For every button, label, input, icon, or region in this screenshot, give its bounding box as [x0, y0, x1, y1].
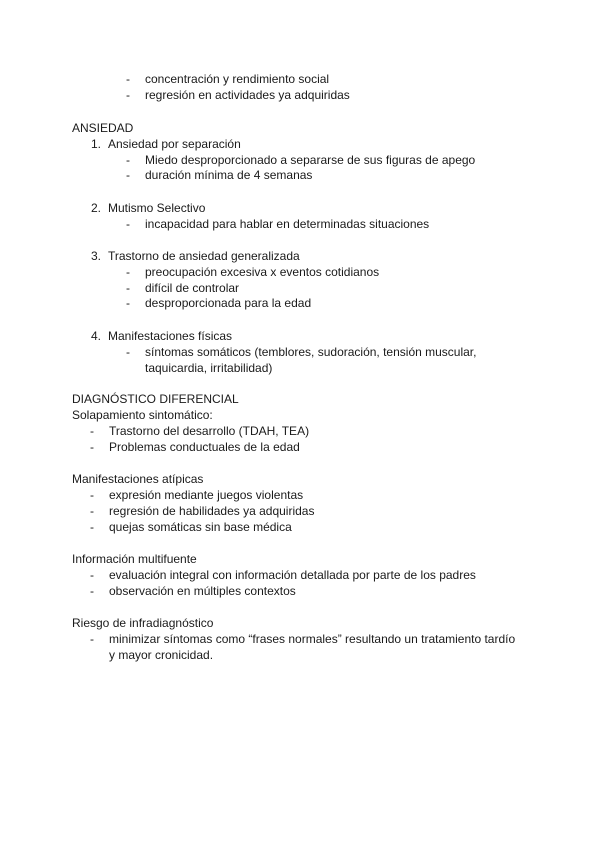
bullet-dash: - — [126, 345, 130, 359]
list-item: expresión mediante juegos violentas — [109, 488, 304, 502]
subsection-title: Información multifuente — [72, 552, 197, 566]
subsection-title: Solapamiento sintomático: — [72, 408, 213, 422]
bullet-dash: - — [126, 296, 130, 310]
list-item: regresión en actividades ya adquiridas — [145, 88, 350, 102]
bullet-dash: - — [126, 217, 130, 231]
bullet-dash: - — [90, 424, 94, 438]
list-item: Problemas conductuales de la edad — [109, 440, 300, 454]
item-number: 3. — [91, 249, 102, 263]
list-item: concentración y rendimiento social — [145, 72, 330, 86]
list-item: Miedo desproporcionado a separarse de sus figuras de apego — [145, 153, 476, 167]
list-item: preocupación excesiva x eventos cotidianos — [145, 265, 380, 279]
subsection-title: Riesgo de infradiagnóstico — [72, 616, 214, 630]
bullet-dash: - — [126, 168, 130, 182]
list-item: síntomas somáticos (temblores, sudoración, tensión muscular, — [145, 345, 477, 359]
section-heading-diagnostico: DIAGNÓSTICO DIFERENCIAL — [72, 392, 239, 406]
section-heading-ansiedad: ANSIEDAD — [72, 121, 134, 135]
bullet-dash: - — [90, 584, 94, 598]
bullet-dash: - — [126, 265, 130, 279]
subsection-title: Manifestaciones atípicas — [72, 472, 204, 486]
item-number: 2. — [91, 201, 102, 215]
list-item: regresión de habilidades ya adquiridas — [109, 504, 315, 518]
item-title: Ansiedad por separación — [108, 137, 241, 151]
bullet-dash: - — [126, 281, 130, 295]
list-item: minimizar síntomas como “frases normales” resultando un tratamiento tardío — [109, 632, 516, 646]
bullet-dash: - — [126, 88, 130, 102]
list-item: desproporcionada para la edad — [145, 296, 312, 310]
bullet-dash: - — [90, 632, 94, 646]
item-number: 4. — [91, 329, 102, 343]
list-item-continuation: taquicardia, irritabilidad) — [145, 361, 273, 375]
list-item: difícil de controlar — [145, 281, 240, 295]
bullet-dash: - — [126, 72, 130, 86]
list-item: Trastorno del desarrollo (TDAH, TEA) — [109, 424, 310, 438]
bullet-dash: - — [90, 488, 94, 502]
item-title: Trastorno de ansiedad generalizada — [108, 249, 300, 263]
list-item: quejas somáticas sin base médica — [109, 520, 292, 534]
item-number: 1. — [91, 137, 102, 151]
item-title: Mutismo Selectivo — [108, 201, 206, 215]
bullet-dash: - — [126, 153, 130, 167]
bullet-dash: - — [90, 504, 94, 518]
list-item: observación en múltiples contextos — [109, 584, 296, 598]
list-item: evaluación integral con información detallada por parte de los padres — [109, 568, 476, 582]
item-title: Manifestaciones físicas — [108, 329, 233, 343]
list-item: duración mínima de 4 semanas — [145, 168, 313, 182]
list-item: incapacidad para hablar en determinadas situaciones — [145, 217, 430, 231]
list-item-continuation: y mayor cronicidad. — [109, 648, 214, 662]
bullet-dash: - — [90, 568, 94, 582]
bullet-dash: - — [90, 440, 94, 454]
bullet-dash: - — [90, 520, 94, 534]
